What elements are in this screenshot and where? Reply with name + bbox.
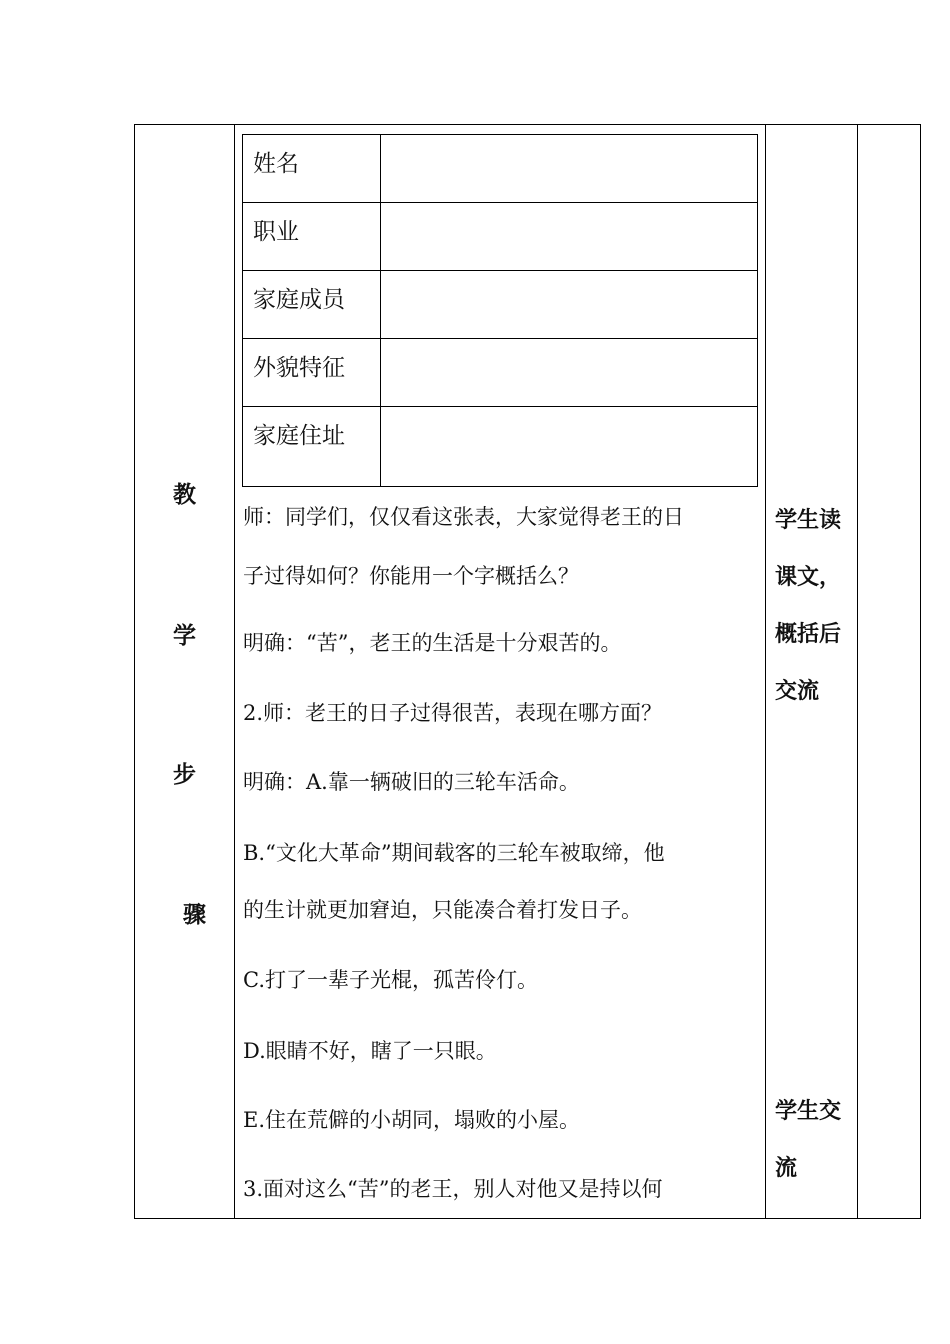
side-label-char: 学 [173,622,196,649]
column-divider-3 [857,124,858,1219]
table-border-bottom [134,1218,921,1219]
student-activity-note: 交流 [775,678,820,704]
answer-line: 明确：A.靠一辆破旧的三轮车活命。 [243,770,580,794]
student-activity-note: 课文， [775,564,842,590]
row-label-occupation: 职业 [243,202,381,270]
side-label-char: 步 [173,761,196,788]
character-info-table [242,134,758,487]
row-label-name: 姓名 [243,135,381,203]
table-row [243,202,758,270]
row-label-appearance: 外貌特征 [243,338,381,406]
table-row [243,270,758,338]
table-row [243,406,758,486]
teacher-question-line: 3.面对这么“苦”的老王，别人对他又是持以何 [243,1177,663,1201]
row-label-address: 家庭住址 [243,406,381,486]
student-activity-note: 学生交 [775,1098,842,1124]
row-value-family [381,270,758,338]
row-value-name [381,135,758,203]
side-label-char: 教 [173,481,196,508]
teacher-question-line: 子过得如何？你能用一个字概括么？ [243,564,579,588]
answer-line: 的生计就更加窘迫，只能凑合着打发日子。 [243,898,642,922]
row-value-appearance [381,338,758,406]
table-border-right [920,124,921,1219]
column-divider-1 [234,124,235,1219]
table-row [243,338,758,406]
teacher-question-line: 师：同学们，仅仅看这张表，大家觉得老王的日 [243,505,684,529]
answer-line: B.“文化大革命”期间载客的三轮车被取缔，他 [243,841,665,865]
side-label-char: 骤 [183,901,206,928]
teacher-question-line: 2.师：老王的日子过得很苦，表现在哪方面？ [243,701,663,725]
table-row [243,135,758,203]
student-activity-note: 流 [775,1155,798,1181]
answer-line: E.住在荒僻的小胡同，塌败的小屋。 [243,1108,581,1132]
table-border-left [134,124,135,1219]
row-value-occupation [381,202,758,270]
answer-line: C.打了一辈子光棍，孤苦伶仃。 [243,968,538,992]
student-activity-note: 概括后 [775,621,842,647]
student-activity-note: 学生读 [775,507,842,533]
row-label-family: 家庭成员 [243,270,381,338]
answer-line: D.眼睛不好，瞎了一只眼。 [243,1039,497,1063]
row-value-address [381,406,758,486]
table-border-top [134,124,921,125]
column-divider-2 [765,124,766,1219]
answer-line: 明确：“苦”，老王的生活是十分艰苦的。 [243,631,622,655]
